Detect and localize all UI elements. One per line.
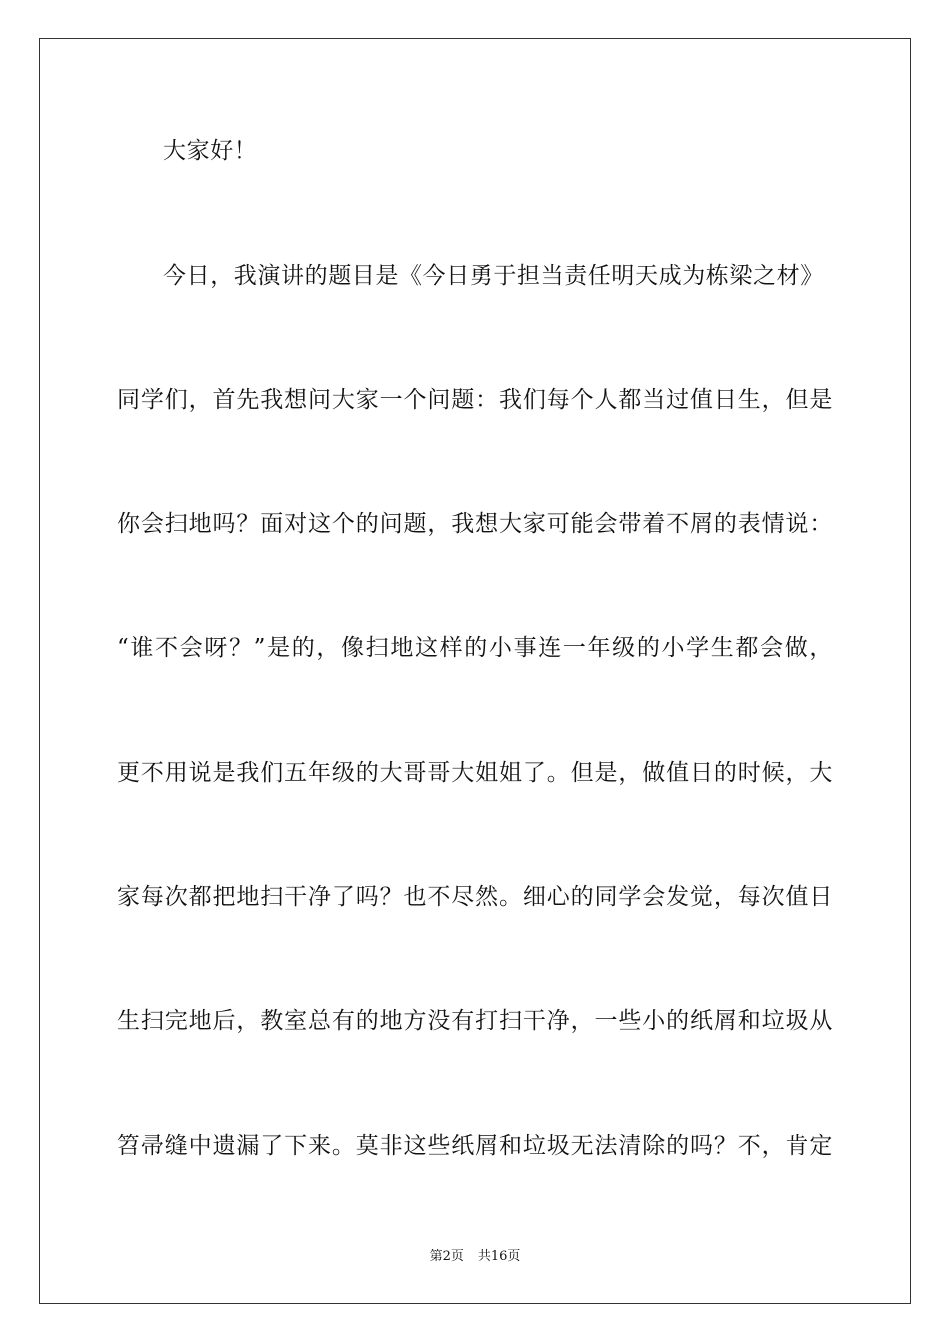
- text-line: 家每次都把地扫干净了吗？也不尽然。细心的同学会发觉，每次值日: [117, 884, 833, 910]
- text-line: 同学们，首先我想问大家一个问题：我们每个人都当过值日生，但是: [117, 387, 833, 413]
- text-line: 更不用说是我们五年级的大哥哥大姐姐了。但是，做值日的时候，大: [117, 760, 833, 786]
- page-total: 共16页: [477, 1249, 521, 1264]
- text-line: “谁不会呀？”是的，像扫地这样的小事连一年级的小学生都会做，: [117, 635, 833, 661]
- text-line: 生扫完地后，教室总有的地方没有打扫干净，一些小的纸屑和垃圾从: [117, 1008, 833, 1034]
- page-border: [39, 38, 911, 1304]
- paragraph-title-intro: 今日，我演讲的题目是《今日勇于担当责任明天成为栋梁之材》: [163, 263, 824, 289]
- page-number: 第2页: [429, 1249, 464, 1264]
- text-line: 笤帚缝中遗漏了下来。莫非这些纸屑和垃圾无法清除的吗？不，肯定: [117, 1133, 833, 1159]
- page-footer: [0, 1248, 950, 1266]
- text-line: 你会扫地吗？面对这个的问题，我想大家可能会带着不屑的表情说：: [117, 511, 833, 537]
- paragraph-greeting: 大家好！: [163, 138, 258, 164]
